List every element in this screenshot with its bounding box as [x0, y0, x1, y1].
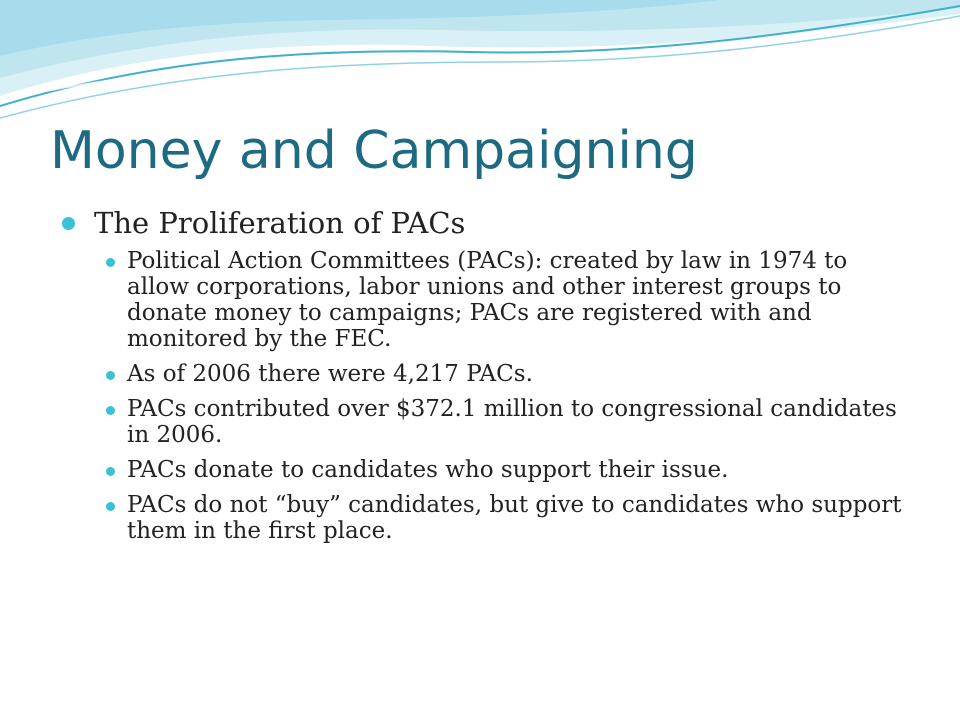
sub-bullet-text: PACs do not “buy” candidates, but give to candidates who support them in the first place. — [127, 492, 902, 544]
sub-bullet-item — [103, 457, 903, 483]
sub-bullet-item — [103, 248, 903, 352]
sub-bullet-item — [103, 396, 903, 448]
sub-bullet-text: Political Action Committees (PACs): created by law in 1974 to allow corporations, labor unions and other interest groups to donate money to campaigns; PACs are registered with and monitored by the FEC. — [127, 248, 848, 352]
slide-title: Money and Campaigning — [50, 121, 698, 181]
slide-content — [60, 204, 920, 553]
bullet-dot-icon — [106, 371, 115, 380]
header-wave-decoration — [0, 0, 960, 130]
sub-bullet-item — [103, 361, 903, 387]
bullet-dot-icon — [106, 406, 115, 415]
sub-bullet-item — [103, 492, 903, 544]
level1-bullet-item — [60, 204, 920, 242]
sub-bullet-text: PACs contributed over $372.1 million to congressional candidates in 2006. — [127, 396, 897, 448]
bullet-dot-icon — [106, 502, 115, 511]
level1-bullet-text: The Proliferation of PACs — [94, 206, 466, 240]
sub-bullet-list — [60, 248, 903, 544]
sub-bullet-text: PACs donate to candidates who support their issue. — [127, 457, 729, 483]
sub-bullet-text: As of 2006 there were 4,217 PACs. — [127, 361, 533, 387]
bullet-dot-icon — [62, 217, 75, 230]
bullet-dot-icon — [106, 467, 115, 476]
bullet-dot-icon — [106, 258, 115, 267]
